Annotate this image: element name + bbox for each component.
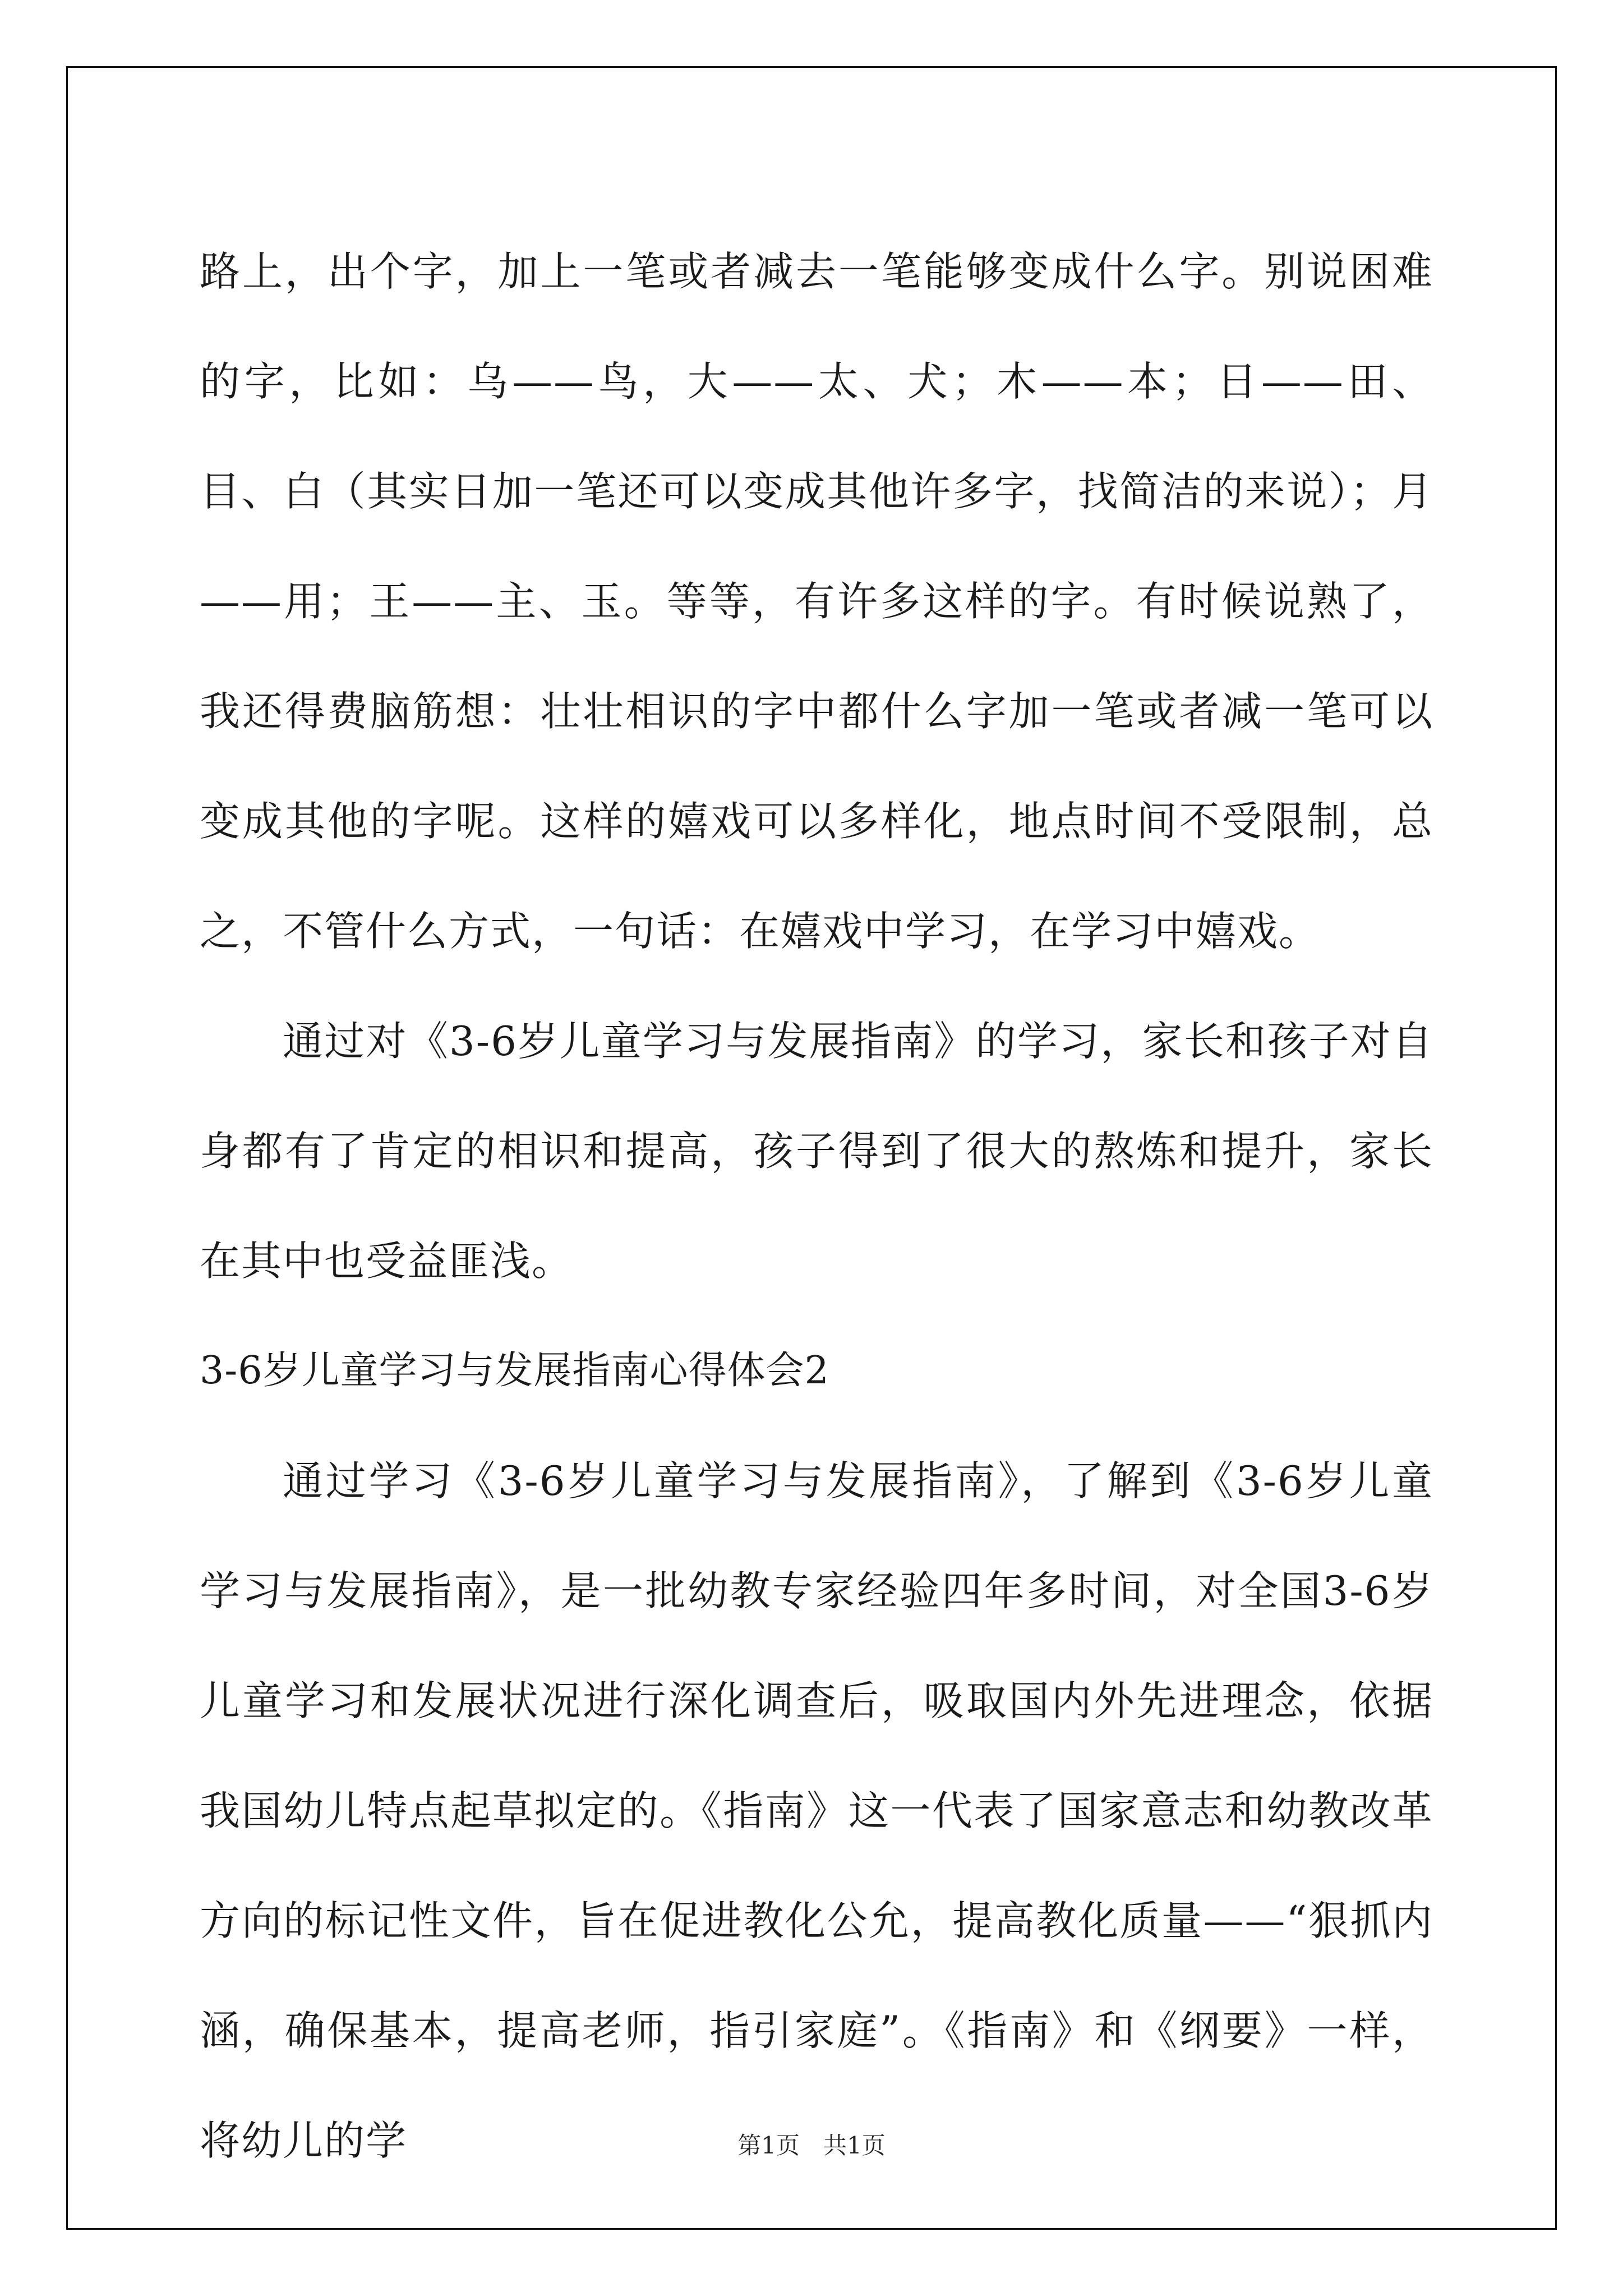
- section-heading: 3-6岁儿童学习与发展指南心得体会2: [200, 1349, 829, 1393]
- paragraph-summary: 通过对《3-6岁儿童学习与发展指南》的学习，家长和孩子对自身都有了肯定的相识和提高，孩子得到了很大的熬炼和提升，家长在其中也受益匪浅。: [200, 1018, 1433, 1285]
- document-body: [200, 217, 1433, 2196]
- paragraph-section-2: 通过学习《3-6岁儿童学习与发展指南》，了解到《3-6岁儿童学习与发展指南》，是一批幼教专家经验四年多时间，对全国3-6岁儿童学习和发展状况进行深化调查后，吸取国内外先进理念，依据我国幼儿特点起草拟定的。《指南》这一代表了国家意志和幼教改革方向的标记性文件，旨在促进教化公允，提高教化质量——“狠抓内涵，确保基本，提高老师，指引家庭”。《指南》和《纲要》一样，将幼儿的学: [200, 1457, 1433, 2164]
- page-footer: 第1页 共1页: [737, 2132, 886, 2159]
- paragraph-continuation: 路上，出个字，加上一笔或者减去一笔能够变成什么字。别说困难的字，比如：乌——鸟，大——太、犬；木——本；日——田、目、白（其实日加一笔还可以变成其他许多字，找简洁的来说）；月——用；王——主、玉。等等，有许多这样的字。有时候说熟了，我还得费脑筋想：壮壮相识的字中都什么字加一笔或者减一笔可以变成其他的字呢。这样的嬉戏可以多样化，地点时间不受限制，总之，不管什么方式，一句话：在嬉戏中学习，在学习中嬉戏。: [200, 248, 1433, 955]
